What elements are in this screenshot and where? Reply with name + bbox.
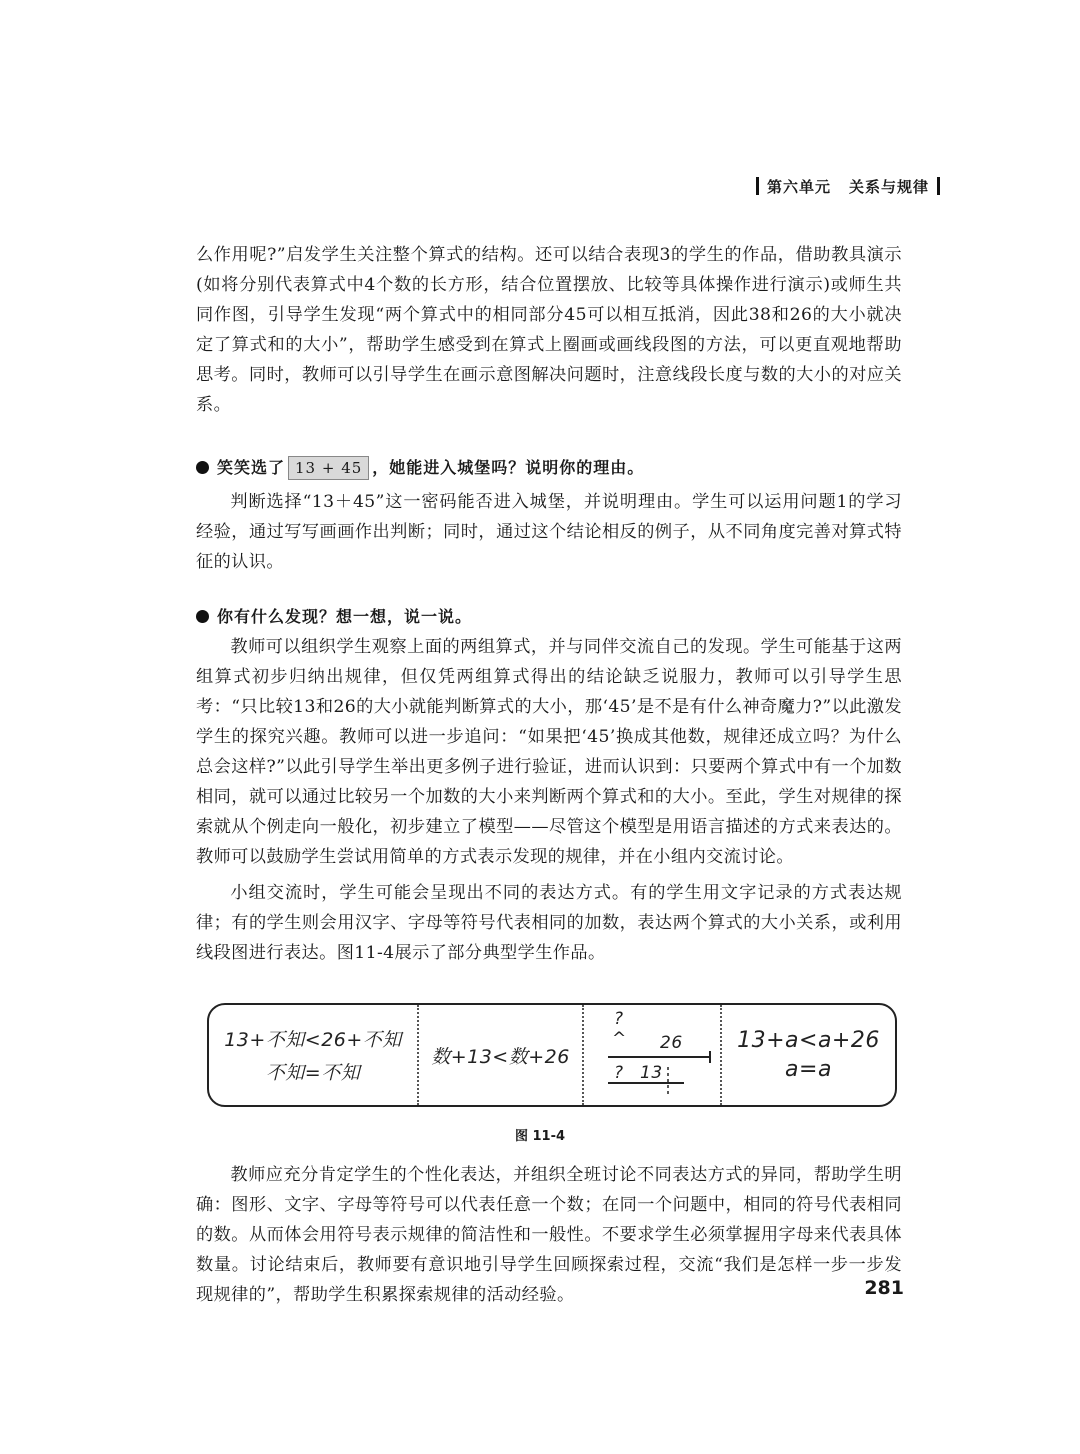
question-3 [162,602,902,632]
figure-caption: 图 11-4 [514,1129,566,1144]
paragraph-4: 小组交流时，学生可能会呈现出不同的表达方式。有的学生用文字记录的方式表达规律；有的学生则会用汉字、字母等符号代表相同的加数，表达两个算式的大小关系，或利用线段图进行表达。图11-4展示了部分典型学生作品。 [196,883,902,963]
paragraph-5: 教师应充分肯定学生的个性化表达，并组织全班讨论不同表达方式的异同，帮助学生明确：图形、文字、字母等符号可以代表任意一个数；在同一个问题中，相同的符号代表相同的数。从而体会用符号表示规律的简洁性和一般性。不要求学生必须掌握用字母来代表具体数量。讨论结束后，教师要有意识地引导学生回顾探索过程，交流“我们是怎样一步一步发现规律的”，帮助学生积累探索规律的活动经验。 [196,1165,902,1305]
work3-top-label: 26 [660,1033,683,1053]
work2-line: 数+13<数+26 [431,1045,570,1068]
work4-line1: 13+a<a+26 [737,1028,880,1053]
work1-line1: 13+不知<26+不知 [224,1029,402,1051]
work4-line2: a=a [785,1057,832,1082]
student-work-line-diagram [582,1005,720,1105]
work1-line2: 不知=不知 [265,1062,361,1084]
student-work-letters [720,1005,895,1105]
paragraph-2: 判断选择“13＋45”这一密码能否进入城堡，并说明理由。学生可以运用问题1的学习经验，通过写写画画作出判断；同时，通过这个结论相反的例子，从不同角度完善对算式特征的认识。 [196,492,902,572]
student-work-chinese-symbol [417,1005,582,1105]
paragraph-1: 么作用呢?”启发学生关注整个算式的结构。还可以结合表现3的学生的作品，借助教具演示(如将分别代表算式中4个数的长方形，结合位置摆放、比较等具体操作进行演示)或师生共同作图，引导学生发现“两个算式中的相同部分45可以相互抵消，因此38和26的大小就决定了算式和的大小”，帮助学生感受到在算式上圈画或画线段图的方法，可以更直观地帮助思考。同时，教师可以引导学生在画示意图解决问题时，注意线段长度与数的大小的对应关系。 [196,245,902,415]
running-head-bar-right [937,177,940,195]
work3-top-mark: ^ [612,1029,627,1049]
question-2-after: ，她能进入城堡吗？说明你的理由。 [372,458,645,477]
work3-bottom-label: 13 [640,1063,663,1083]
line-segment-diagram [584,1005,722,1105]
question-2 [162,453,902,483]
bullet-dot [196,610,209,623]
page-number: 281 [864,1277,904,1299]
work3-bottom-mark: ? [614,1063,624,1083]
bullet-dot [196,461,209,474]
question-3-text: 你有什么发现？想一想，说一说。 [217,607,473,626]
figure-11-4 [207,1003,897,1107]
work3-question: ? [614,1009,624,1029]
paragraph-5-block [196,1160,902,1310]
running-head-unit: 第六单元 [766,178,831,196]
paragraph-3: 教师可以组织学生观察上面的两组算式，并与同伴交流自己的发现。学生可能基于这两组算式初步归纳出规律，但仅凭两组算式得出的结论缺乏说服力，教师可以引导学生思考：“只比较13和26的大小就能判断算式的大小，那‘45’是不是有什么神奇魔力?”以此激发学生的探究兴趣。教师可以进一步追问：“如果把‘45’换成其他数，规律还成立吗？为什么总会这样?”以此引导学生举出更多例子进行验证，进而认识到：只要两个算式中有一个加数相同，就可以通过比较另一个加数的大小来判断两个算式和的大小。至此，学生对规律的探索就从个例走向一般化，初步建立了模型——尽管这个模型是用语言描述的方式来表达的。教师可以鼓励学生尝试用简单的方式表示发现的规律，并在小组内交流讨论。 [196,637,902,867]
student-work-words [209,1005,417,1105]
paragraph-1-block [196,240,902,420]
question-3-block [196,602,902,968]
running-head [748,176,948,197]
question-2-before: 笑笑选了 [217,458,286,477]
question-2-block [196,453,902,577]
running-head-bar-left [756,177,759,195]
password-chip: 13 + 45 [288,456,369,480]
running-head-topic: 关系与规律 [848,178,929,196]
